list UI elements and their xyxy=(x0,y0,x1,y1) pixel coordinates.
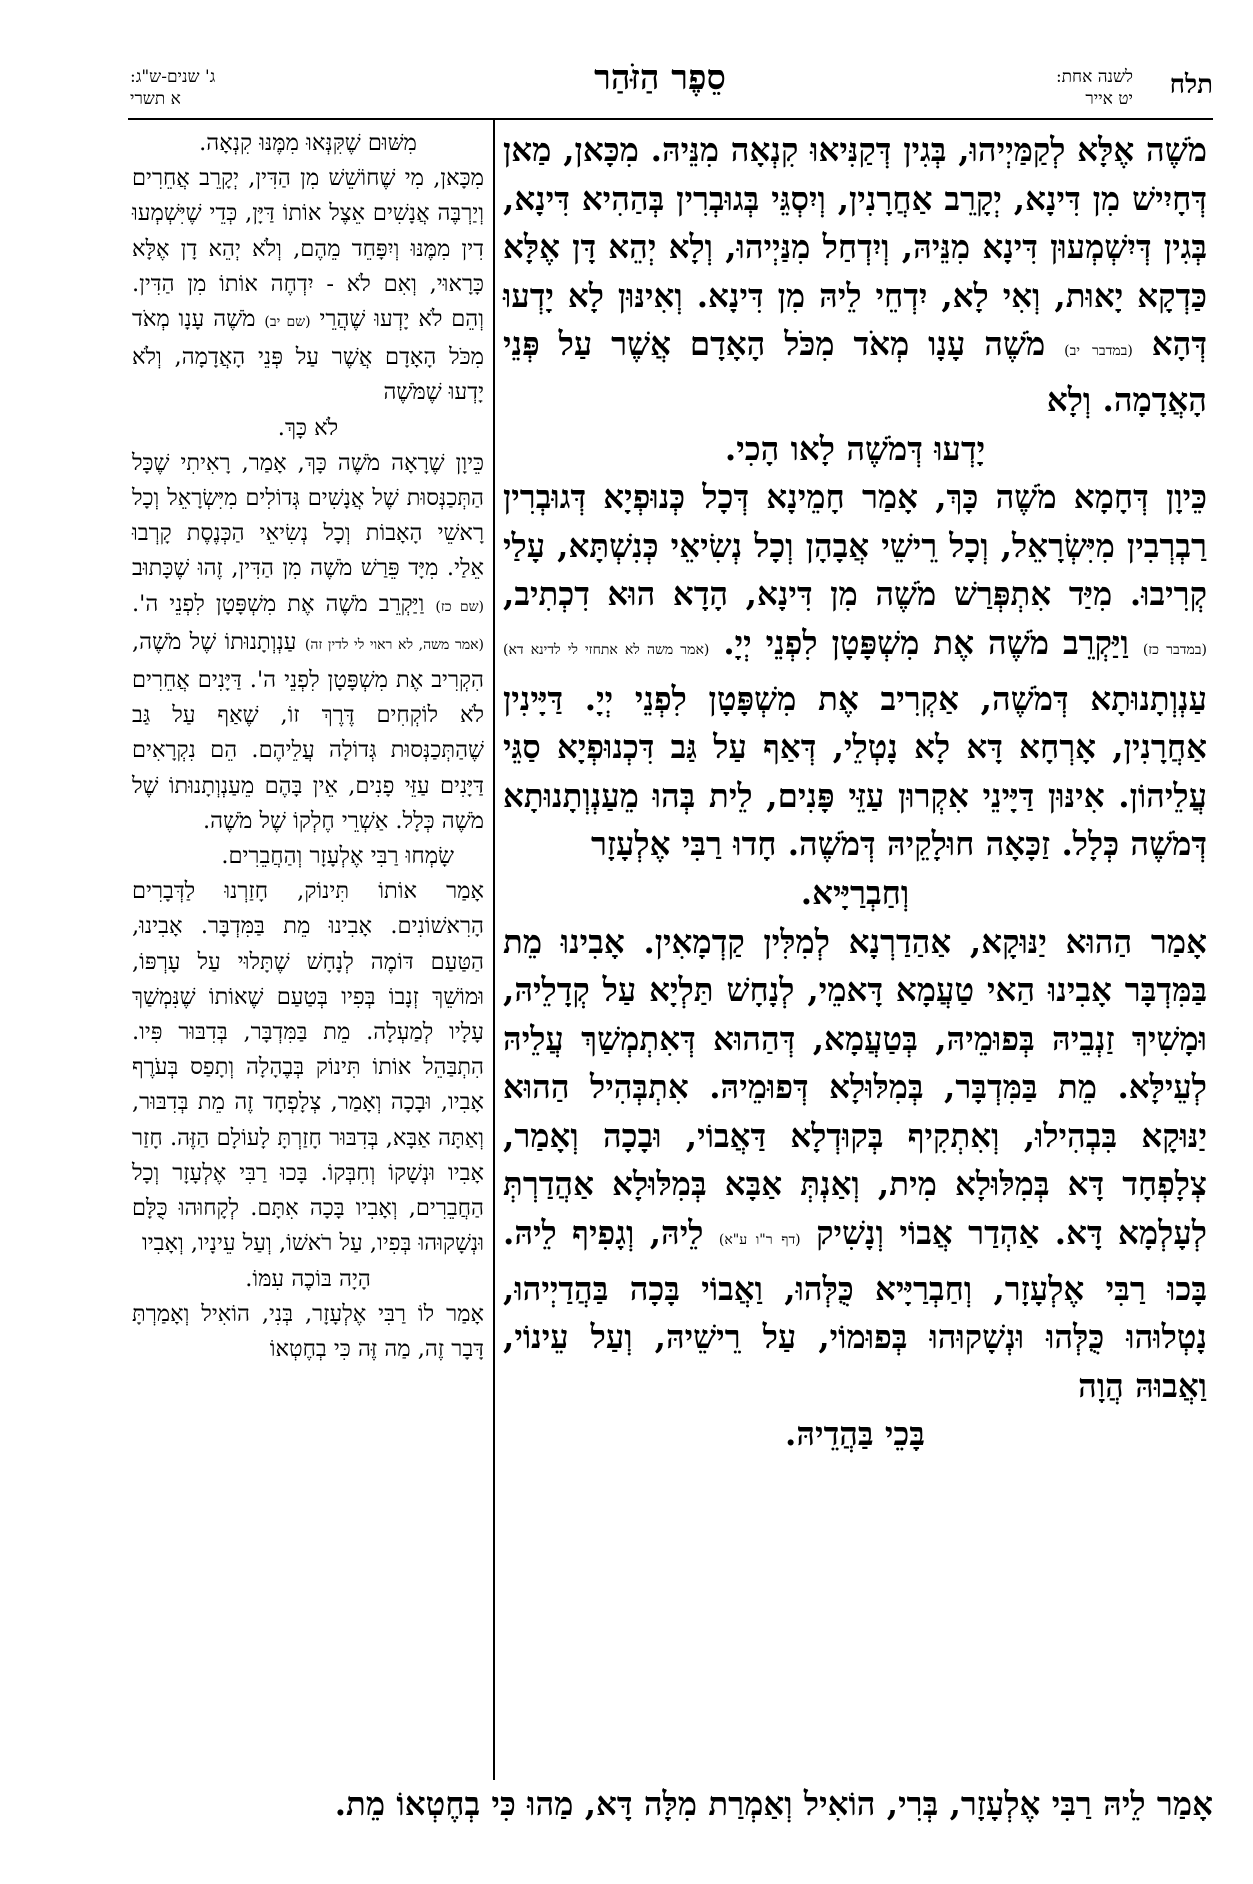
main-paragraph-end: יָדְעוּ דְּמֹשֶׁה לָאו הָכִי. xyxy=(724,428,986,468)
translation-paragraph: שָׂמְחוּ רַבִּי אֶלְעָזָר וְהַחֲבֵרִים. xyxy=(221,843,454,870)
translation-paragraph: מִכָּאן, מִי שֶׁחוֹשֵׁשׁ מִן הַדִּין, יְקָרֵב אֲחֵרִים וְיַרְבֶּה אֲנָשִׁים אֵצֶל אוֹתוֹ דַּיָּן, כְּדֵי שֶׁיִּשְׁמְעוּ דִין מִמֶּנּוּ וְיִפָּחֵד מֵהֶם, וְלֹא יְהֵא דָן אֶלָּא כָּרָאוּי, וְאִם לֹא - יִדְחֶה אוֹתוֹ מִן הַדִּין. וְהֵם לֹא יָדְעוּ שֶׁהֲרֵי (שם יב) מֹשֶׁה עָנָו מְאֹד מִכֹּל הָאָדָם אֲשֶׁר עַל פְּנֵי הָאֲדָמָה, וְלֹא יָדְעוּ שֶׁמֹּשֶׁה xyxy=(132,165,485,406)
schedule-line-1: לשנה אחת: xyxy=(1055,67,1133,87)
verse-reference: (במדבר כז) xyxy=(1142,641,1207,658)
inline-note: (אמר משה, לא ראוי לי לדין זה) xyxy=(304,636,484,653)
main-text xyxy=(503,120,1213,1459)
cycle-line-1: ג' שנים-ש"ג: xyxy=(130,67,216,87)
verse-reference: (שם יב) xyxy=(264,314,311,331)
cycle-line-2: א תשרי xyxy=(130,89,181,109)
main-paragraph-end: בָּכֵי בַּהֲדֵיהּ. xyxy=(785,1414,925,1454)
translation-paragraph: אָמַר לוֹ רַבִּי אֶלְעָזָר, בְּנִי, הוֹאִיל וְאָמַרְתָּ דָּבָר זֶה, מַה זֶּה כִּי בְחֶטְאוֹ xyxy=(132,1300,484,1362)
schedule-line-2: יט אייר xyxy=(1085,89,1133,109)
translation-paragraph-end: לֹא כָּךְ. xyxy=(277,414,339,441)
verse-reference: (במדבר יב) xyxy=(1064,343,1133,360)
main-text-column xyxy=(493,120,1213,1780)
verse-reference: (שם כז) xyxy=(435,598,484,615)
main-paragraph: אָמַר הַהוּא יַנּוּקָא, אַהַדַרְנָא לְמִלִּין קַדְמָאִין. אָבִינוּ מֵת בַּמִּדְבָּר אָבִינוּ הַאי טַעֲמָא דָּאמֵי, לְנָחָשׁ תַּלְיָא עַל קְדָלֵיהּ, וּמָשִׁיךְ זַנְבֵיהּ בְּפוּמֵיהּ, בְּטַעֲמָא, דְּהַהוּא דְּאִתְמְשַׁךְ עֲלֵיהּ לְעֵילָּא. מֵת בַּמִּדְבָּר, בְּמִלּוּלָא דְּפוּמֵיהּ. אִתְבְּהִיל הַהוּא יַנּוּקָא בִּבְהִילוּ, וְאִתְקִיף בְּקוּדְלָא דַּאֲבוֹי, וּבָכָה וְאָמַר, צְלָפְחָד דָּא בְּמִלּוּלָא מִית, וְאַנְתְּ אַבָּא בְּמִלּוּלָא אַהֲדַרְתְּ לְעָלְמָא דָּא. אַהְדַר אֲבוֹי וְנָשִׁיק (דף ר"ו ע"א) לֵיהּ, וְגָפִיף לֵיהּ. בָּכוּ רַבִּי אֶלְעָזָר, וְחַבְרַיָּיא כֻּלְּהוּ, וַאֲבוֹי בָּכָה בַּהֲדַיְיהוּ, נָטְלוּהוּ כֻּלְּהוּ וּנְשָׁקוּהוּ בְּפוּמוֹי, עַל רֵישֵׁיהּ, וְעַל עֵינוֹי, וַאֲבוּהּ הֲוָה xyxy=(503,921,1207,1405)
main-paragraph-end: וְחַבְרַיָּיא. xyxy=(800,872,910,912)
translation-column xyxy=(128,120,488,1780)
main-paragraph: מֹשֶׁה אֶלָּא לְקַמַּיְיהוּ, בְּגִין דְּקַנִּיאוּ קִנְאָה מִנֵּיהּ. מִכָּאן, מַאן דְּחָיִישׁ מִן דִּינָא, יְקָרֵב אַחֲרָנִין, וְיִסְגֵּי בְּגוּבְרִין בְּהַהִיא דִּינָא, בְּגִין דְּיִשְׁמְעוּן דִּינָא מִנֵּיהּ, וְיִדְחַל מִנַּיְיהוּ, וְלָא יְהֵא דָּן אֶלָּא כַּדְקָא יָאוּת, וְאִי לָא, יִדְחֵי לֵיהּ מִן דִּינָא. וְאִינּוּן לָא יָדְעוּ דְּהָא (במדבר יב) מֹשֶׁה עָנָו מְאֹד מִכֹּל הָאָדָם אֲשֶׁר עַל פְּנֵי הָאֲדָמָה. וְלָא xyxy=(503,130,1207,419)
cycle-schedule xyxy=(130,66,310,110)
translation-paragraph-end: הָיָה בּוֹכֶה עִמּוֹ. xyxy=(245,1265,371,1292)
translation-paragraph: מִשּׁוּם שֶׁקִּנְּאוּ מִמֶּנּוּ קִנְאָה. xyxy=(199,130,417,156)
book-title: סֵפֶר הַזֹּהַר xyxy=(594,58,726,98)
daily-schedule xyxy=(1056,66,1133,110)
footer-text-line: אָמַר לֵיהּ רַבִּי אֶלְעָזָר, בְּרִי, הוֹאִיל וְאַמְרַת מִלָּה דָּא, מַהוּ כִּי בְחֶטְאוֹ מֵת. xyxy=(334,1784,1213,1823)
inline-note: (אמר משה לא אתחזי לי לדינא דא) xyxy=(503,641,710,658)
translation-paragraph: אָמַר אוֹתוֹ תִּינוֹק, חָזַרְנוּ לַדְּבָרִים הָרִאשׁוֹנִים. אָבִינוּ מֵת בַּמִּדְבָּר. אָבִינוּ, הַטַּעַם דּוֹמֶה לְנָחָשׁ שֶׁתָּלוּי עַל עָרְפּוֹ, וּמוֹשֵׁךְ זְנָבוֹ בְּפִיו בְּטַעַם שֶׁאוֹתוֹ שֶׁנִּמְשַׁךְ עָלָיו לְמַעְלָה. מֵת בַּמִּדְבָּר, בְּדִבּוּר פִּיו. הִתְבַּהֵל אוֹתוֹ תִּינוֹק בְּבֶהָלָה וְתָפַס בְּעֹרֶף אָבִיו, וּבָכָה וְאָמַר, צְלָפְחָד זֶה מֵת בְּדִבּוּר, וְאַתָּה אַבָּא, בְּדִבּוּר חָזַרְתָּ לָעוֹלָם הַזֶּה. חָזַר אָבִיו וּנְשָׁקוֹ וְחִבְּקוֹ. בָּכוּ רַבִּי אֶלְעָזָר וְכָל הַחֲבֵרִים, וְאָבִיו בָּכָה אִתָּם. לְקָחוּהוּ כֻּלָּם וּנְשָׁקוּהוּ בְּפִיו, עַל רֹאשׁוֹ, וְעַל עֵינָיו, וְאָבִיו xyxy=(132,878,484,1257)
translation-paragraph: כֵּיוָן שֶׁרָאָה מֹשֶׁה כָּךְ, אָמַר, רָאִיתִי שֶׁכָּל הַתְּכַנְּסוּת שֶׁל אֲנָשִׁים גְּדוֹלִים מִיִּשְׂרָאֵל וְכָל רָאשֵׁי הָאָבוֹת וְכָל נְשִׂיאֵי הַכְּנֶסֶת קָרְבוּ אֵלַי. מִיָּד פֵּרַשׁ מֹשֶׁה מִן הַדִּין, זֶהוּ שֶׁכָּתוּב (שם כז) וַיַּקְרֵב מֹשֶׁה אֶת מִשְׁפָּטָן לִפְנֵי ה'. (אמר משה, לא ראוי לי לדין זה) עַנְוְתָנוּתוֹ שֶׁל מֹשֶׁה, הִקְרִיב אֶת מִשְׁפָּטָן לִפְנֵי ה'. דַּיָּנִים אֲחֵרִים לֹא לוֹקְחִים דֶּרֶךְ זוֹ, שֶׁאַף עַל גַּב שֶׁהַתְּכַנְּסוּת גְּדוֹלָה עֲלֵיהֶם. הֵם נִקְרָאִים דַּיָּנִים עַזֵּי פָנִים, אֵין בָּהֶם מֵעַנְוְתָנוּתוֹ שֶׁל מֹשֶׁה כְּלָל. אַשְׁרֵי חֶלְקוֹ שֶׁל מֹשֶׁה. xyxy=(132,449,484,834)
folio-reference: (דף ר"ו ע"א) xyxy=(718,1232,801,1249)
page-number: תלח xyxy=(1169,70,1213,100)
main-paragraph: כֵּיוָן דְּחָמָא מֹשֶׁה כָּךְ, אָמַר חָמֵינָא דְּכָל כְּנוּפְיָא דְּגוּבְרִין רַבְרְבִין מִיִּשְׂרָאֵל, וְכָל רֵישֵׁי אֲבָהָן וְכָל נְשִׂיאֵי כְּנִשְׁתָּא, עָלַי קְרִיבוּ. מִיַּד אִתְפְּרַשׁ מֹשֶׁה מִן דִּינָא, הָדָא הוּא דִכְתִיב, (במדבר כז) וַיַּקְרֵב מֹשֶׁה אֶת מִשְׁפָּטָן לִפְנֵי יְיָ. (אמר משה לא אתחזי לי לדינא דא) עַנְוְתָנוּתָא דְּמֹשֶׁה, אַקְרִיב אֶת מִשְׁפָּטָן לִפְנֵי יְיָ. דַּיָּינִין אַחֲרָנִין, אָרְחָא דָּא לָא נָטְלֵי, דְּאַף עַל גַּב דִּכְנוּפְיָא סַגֵּי עֲלֵיהוֹן. אִינּוּן דַּיָּינֵי אִקְרוּן עַזֵּי פָּנִים, לֵית בְּהוּ מֵעַנְוְתָנוּתָא דְּמֹשֶׁה כְּלָל. זַכָּאָה חוּלָקֵיהּ דְּמֹשֶׁה. חָדוּ רַבִּי אֶלְעָזָר xyxy=(503,477,1207,864)
translation-text xyxy=(128,120,488,1367)
